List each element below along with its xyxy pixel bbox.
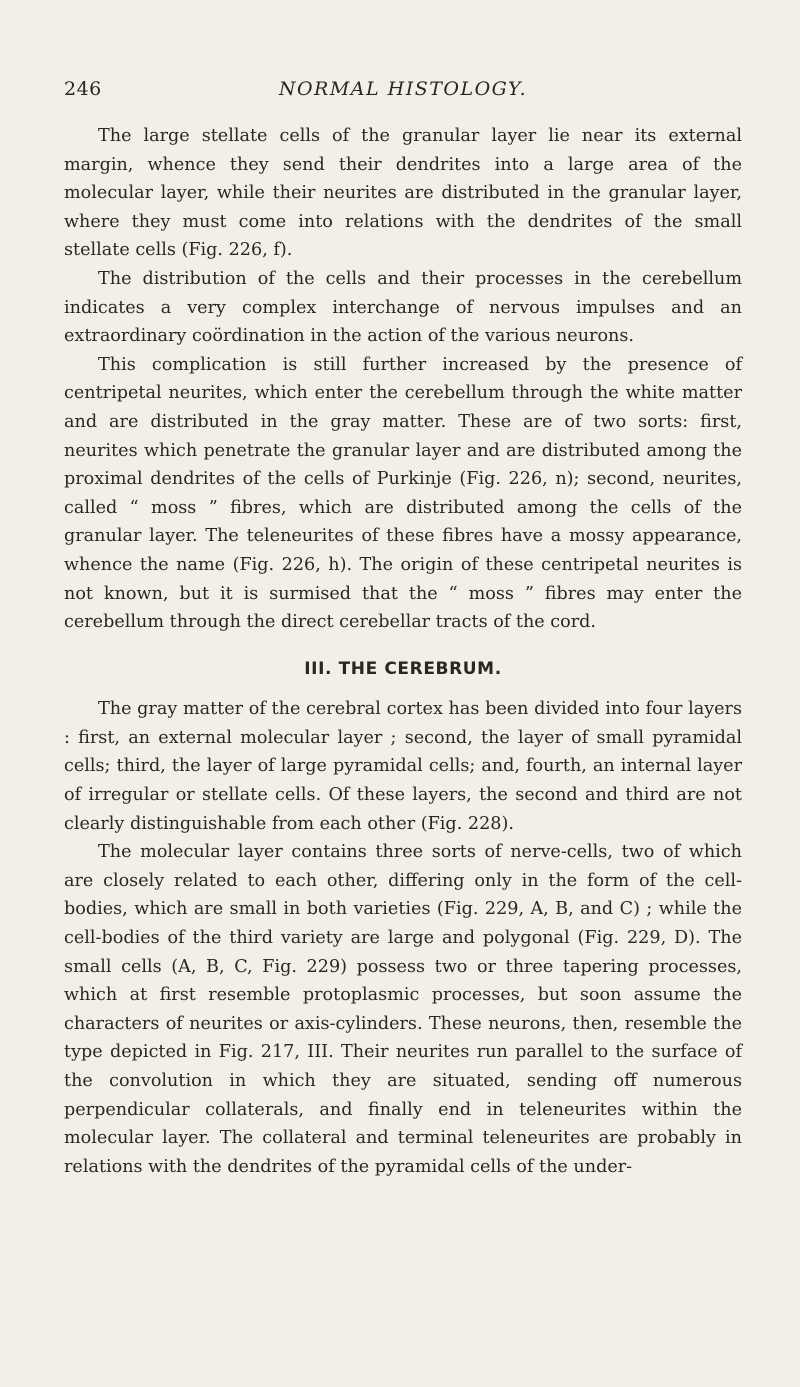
- running-title: NORMAL HISTOLOGY.: [278, 78, 528, 100]
- paragraph: This complication is still further increased by the presence of centripetal neurites, which enter the cerebellum through the white matter and are distributed in the gray matter. These are of two sorts: first, neurites which penetrate the granular layer and are distributed among the proximal dendrites of the cells of Purkinje (Fig. 226, n); second, neurites, called “ moss ” fibres, which are distributed among the cells of the granular layer. The teleneurites of these fibres have a mossy appearance, whence the name (Fig. 226, h). The origin of these centripetal neurites is not known, but it is surmised that the “ moss ” fibres may enter the cerebellum through the direct cerebellar tracts of the cord.: [64, 354, 742, 633]
- book-page: [64, 78, 742, 1181]
- body-text: [64, 122, 742, 1181]
- paragraph: The molecular layer contains three sorts of nerve-cells, two of which are closely related to each other, differing only in the form of the cell-bodies, which are small in both varieties (Fig. 229, A, B, and C) ; while the cell-bodies of the third variety are large and polygonal (Fig. 229, D). The small cells (A, B, C, Fig. 229) possess two or three tapering processes, which at first resemble protoplasmic processes, but soon assume the characters of neurites or axis-cylinders. These neurons, then, resemble the type depicted in Fig. 217, III. Their neurites run parallel to the surface of the convolution in which they are situated, sending off numerous perpendicular collaterals, and finally end in teleneurites within the molecular layer. The collateral and terminal teleneurites are probably in relations with the dendrites of the pyramidal cells of the under-: [64, 842, 742, 1177]
- page-number: 246: [64, 78, 102, 100]
- paragraph: The distribution of the cells and their processes in the cerebellum indicates a very complex interchange of nervous impulses and an extraordinary coördination in the action of the various neurons.: [64, 268, 742, 347]
- section-heading: III. THE CEREBRUM.: [304, 658, 502, 679]
- paragraph: The large stellate cells of the granular layer lie near its external margin, whence they send their dendrites into a large area of the molecular layer, while their neurites are distributed in the granular layer, where they must come into relations with the dendrites of the small stellate cells (Fig. 226, f).: [64, 126, 742, 261]
- running-head: [64, 78, 742, 108]
- paragraph: The gray matter of the cerebral cortex has been divided into four layers : first, an external molecular layer ; second, the layer of small pyramidal cells; third, the layer of large pyramidal cells; and, fourth, an internal layer of irregular or stellate cells. Of these layers, the second and third are not clearly distinguishable from each other (Fig. 228).: [64, 699, 742, 834]
